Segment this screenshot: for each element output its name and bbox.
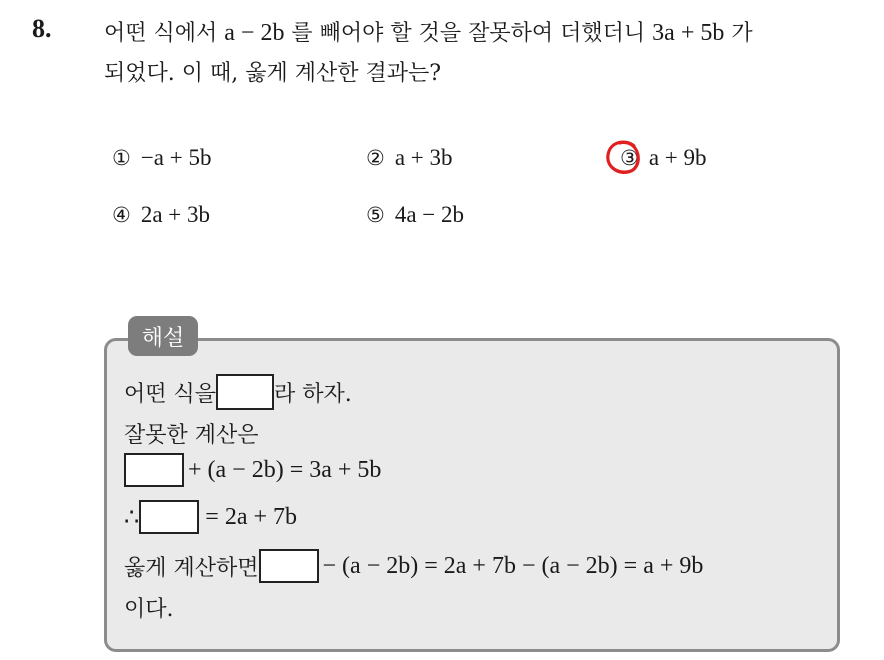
choice-number: ② xyxy=(366,146,385,170)
choice-5[interactable] xyxy=(366,202,464,228)
choice-expression: a + 9b xyxy=(648,145,707,170)
solution-line-6: 이다. xyxy=(124,597,174,622)
solution-line-4 xyxy=(124,500,297,534)
solution-line-3 xyxy=(124,453,381,487)
blank-box xyxy=(139,500,199,534)
choice-4[interactable] xyxy=(112,202,210,228)
therefore-symbol: ∴ xyxy=(124,504,140,531)
blank-box xyxy=(259,549,319,583)
solution-math: + (a − 2b) = 3a + 5b xyxy=(188,456,382,483)
choice-expression: 4a − 2b xyxy=(394,202,465,227)
question-text: 어떤 식에서 xyxy=(104,21,225,46)
solution-line-2: 잘못한 계산은 xyxy=(124,423,259,448)
choice-number: ④ xyxy=(112,203,131,227)
answer-circle-mark xyxy=(604,138,642,176)
blank-box xyxy=(124,453,184,487)
choice-number: ① xyxy=(112,146,131,170)
choice-expression: 2a + 3b xyxy=(140,202,211,227)
solution-line-1 xyxy=(124,374,352,410)
blank-box xyxy=(216,374,274,410)
question-line-2: 되었다. 이 때, 옳게 계산한 결과는? xyxy=(104,61,442,86)
choice-2[interactable] xyxy=(366,145,453,171)
choice-number: ③ xyxy=(620,146,639,170)
solution-line-5 xyxy=(124,549,703,583)
question-line-1 xyxy=(104,16,753,47)
solution-text: 옳게 계산하면 xyxy=(124,555,259,581)
solution-text: 어떤 식을 xyxy=(124,381,217,407)
choice-expression: a + 3b xyxy=(394,145,453,170)
solution-text: 라 하자. xyxy=(274,381,352,407)
solution-math: − (a − 2b) = 2a + 7b − (a − 2b) = a + 9b xyxy=(322,552,704,579)
choice-expression: −a + 5b xyxy=(140,145,212,170)
choice-1[interactable] xyxy=(112,145,211,171)
question-number: 8. xyxy=(32,14,52,43)
question-text: 가 xyxy=(724,21,753,46)
solution-math: = 2a + 7b xyxy=(205,503,298,530)
question-math: a − 2b xyxy=(224,20,285,46)
choice-number: ⑤ xyxy=(366,203,385,227)
question-text: 를 빼어야 할 것을 잘못하여 더했더니 xyxy=(284,21,653,46)
question-math: 3a + 5b xyxy=(652,20,725,46)
solution-tag: 해설 xyxy=(128,316,198,356)
